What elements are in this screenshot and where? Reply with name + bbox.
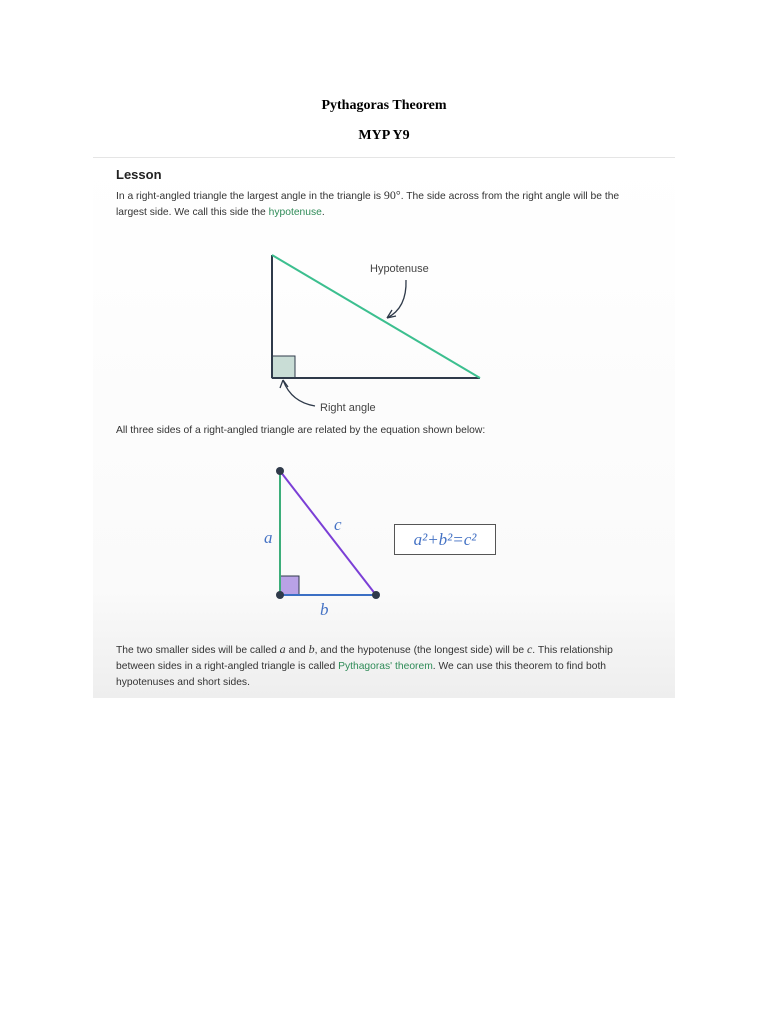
document-subtitle: MYP Y9 [358, 128, 410, 143]
relation-paragraph: All three sides of a right-angled triangle are related by the equation shown below: [116, 425, 486, 436]
var-a: a [279, 642, 286, 656]
intro-text-2: . The side across from the right angle will be the largest side. We call this side the [116, 191, 620, 218]
label-c: c [334, 515, 342, 534]
equation-box: a²+b²=c² [394, 524, 496, 555]
theorem-text-1: The two smaller sides will be called [116, 645, 280, 656]
theorem-text-4: . This relationship between sides in a right-angled triangle is called [116, 645, 613, 672]
pythagoras-theorem-link[interactable]: Pythagoras' theorem [338, 661, 433, 672]
label-b: b [320, 600, 329, 619]
lesson-panel [93, 157, 675, 698]
vertex-bottom-right [372, 591, 380, 599]
lesson-heading: Lesson [116, 167, 162, 182]
theorem-paragraph [116, 641, 646, 691]
label-a: a [264, 528, 273, 547]
vertex-top [276, 467, 284, 475]
theorem-text-3: , and the hypotenuse (the longest side) will be [314, 645, 527, 656]
theorem-text-5: . We can use this theorem to find both hypotenuses and short sides. [116, 661, 607, 688]
angle-value: 90° [383, 188, 401, 202]
right-angle-label: Right angle [320, 402, 376, 414]
intro-text-3: . [321, 207, 325, 218]
right-angle-marker [272, 356, 295, 378]
document-title: Pythagoras Theorem [321, 98, 447, 113]
hypotenuse-label: Hypotenuse [370, 263, 429, 275]
hypotenuse-link[interactable]: hypotenuse [268, 207, 322, 218]
vertex-bottom-left [276, 591, 284, 599]
right-angle-arrow [283, 380, 315, 406]
right-angle-marker-2 [280, 576, 299, 595]
intro-text-1: In a right-angled triangle the largest angle in the triangle is [116, 191, 384, 202]
var-c: c [526, 642, 533, 656]
var-b: b [308, 642, 315, 656]
theorem-text-2: and [285, 645, 309, 656]
hypotenuse-arrow-head [387, 310, 396, 318]
